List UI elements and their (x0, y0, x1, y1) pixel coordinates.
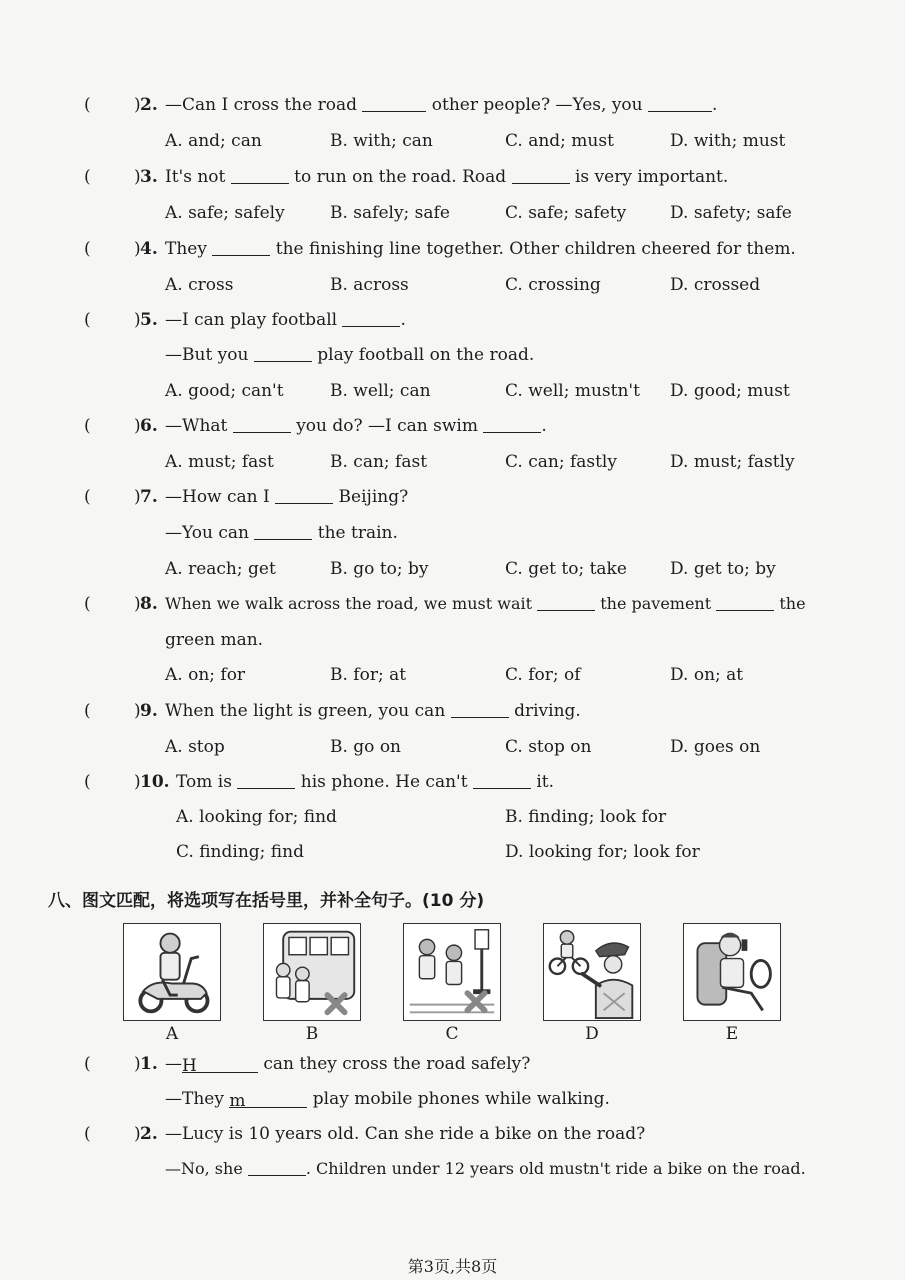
match-item-2-line-2 (0, 1159, 905, 1187)
answer-blank[interactable] (233, 416, 291, 433)
question-number: 6. (140, 416, 158, 436)
answer-blank[interactable] (237, 772, 295, 789)
page-footer: 第3页,共8页 (407, 1257, 498, 1276)
scooter-rider-icon (124, 924, 220, 1020)
question-text: —Can I cross the road other people? —Yes, you . (165, 95, 718, 115)
question-text: —I can play football . (165, 310, 406, 330)
picture-label-d: D (585, 1024, 599, 1044)
option-c[interactable]: C. finding; find (176, 842, 304, 862)
question-9: ( ) 9. When the light is green, you can driving. (84, 701, 581, 721)
option-c[interactable]: C. get to; take (505, 559, 627, 579)
option-c[interactable]: C. can; fastly (505, 452, 617, 472)
option-a[interactable]: A. safe; safely (165, 203, 285, 223)
answer-blank[interactable] (648, 95, 712, 112)
option-b[interactable]: B. can; fast (330, 452, 428, 472)
option-b[interactable]: B. well; can (330, 381, 431, 401)
children-behind-bus-icon (264, 924, 360, 1020)
match-item-2: ( ) 2. —Lucy is 10 years old. Can she ride a bike on the road? (84, 1124, 646, 1144)
question-text: When the light is green, you can driving. (165, 701, 581, 721)
option-d[interactable]: D. looking for; look for (505, 842, 700, 862)
option-d[interactable]: D. good; must (670, 381, 790, 401)
answer-blank[interactable] (212, 239, 270, 256)
option-a[interactable]: A. stop (165, 737, 225, 757)
options-row (0, 131, 905, 159)
option-b[interactable]: B. go to; by (330, 559, 429, 579)
option-d[interactable]: D. with; must (670, 131, 786, 151)
driver-phone-icon (684, 924, 780, 1020)
question-number: 4. (140, 239, 158, 259)
option-a[interactable]: A. reach; get (165, 559, 276, 579)
question-3: ( ) 3. It's not to run on the road. Road is very important. (84, 167, 729, 187)
options-row (0, 737, 905, 765)
question-text: When we walk across the road, we must wait the pavement the (165, 594, 806, 613)
option-d[interactable]: D. safety; safe (670, 203, 792, 223)
question-text: It's not to run on the road. Road is very important. (165, 167, 729, 187)
answer-blank[interactable] (362, 95, 426, 112)
option-a[interactable]: A. must; fast (165, 452, 274, 472)
options-row (0, 452, 905, 480)
question-8-line-2 (0, 630, 905, 658)
option-b[interactable]: B. finding; look for (505, 807, 667, 827)
answer-blank[interactable] (248, 1159, 306, 1176)
options-row (0, 203, 905, 231)
answer-blank[interactable] (254, 345, 312, 362)
option-c[interactable]: C. and; must (505, 131, 614, 151)
picture-e (683, 923, 781, 1021)
item-text: —No, she . Children under 12 years old mustn't ride a bike on the road. (165, 1159, 806, 1178)
answer-blank[interactable]: H (182, 1056, 258, 1073)
option-b[interactable]: B. with; can (330, 131, 433, 151)
answer-blank[interactable] (254, 523, 312, 540)
answer-blank[interactable] (512, 167, 570, 184)
question-number: 10. (140, 772, 170, 792)
option-a[interactable]: A. on; for (165, 665, 246, 685)
question-2: ( ) 2. —Can I cross the road other people? —Yes, you . (84, 95, 718, 115)
question-text: —But you play football on the road. (165, 345, 535, 365)
question-number: 7. (140, 487, 158, 507)
options-row (0, 559, 905, 587)
question-number: 9. (140, 701, 158, 721)
picture-label-b: B (305, 1024, 319, 1044)
question-5: ( ) 5. —I can play football . (84, 310, 406, 330)
question-number: 3. (140, 167, 158, 187)
phone-walking-icon (404, 924, 500, 1020)
options-row (0, 842, 905, 870)
question-8: ( ) 8. When we walk across the road, we must wait the pavement the (84, 594, 806, 614)
option-c[interactable]: C. stop on (505, 737, 592, 757)
question-text: They the finishing line together. Other children cheered for them. (165, 239, 796, 259)
question-text: —You can the train. (165, 523, 398, 543)
options-row (0, 807, 905, 835)
picture-label-a: A (165, 1024, 179, 1044)
option-a[interactable]: A. and; can (165, 131, 262, 151)
option-d[interactable]: D. crossed (670, 275, 761, 295)
option-c[interactable]: C. safe; safety (505, 203, 627, 223)
option-b[interactable]: B. across (330, 275, 409, 295)
option-d[interactable]: D. on; at (670, 665, 744, 685)
question-7-line-2 (0, 523, 905, 551)
question-10: ( ) 10. Tom is his phone. He can't it. (84, 772, 555, 792)
item-number: 2. (140, 1124, 158, 1144)
option-d[interactable]: D. must; fastly (670, 452, 795, 472)
question-text: green man. (165, 630, 264, 650)
police-bike-child-icon (544, 924, 640, 1020)
picture-c (403, 923, 501, 1021)
question-number: 2. (140, 95, 158, 115)
section-8-title: 八、图文匹配，将选项写在括号里，并补全句子。(10 分) (48, 891, 485, 911)
question-number: 5. (140, 310, 158, 330)
item-number: 1. (140, 1054, 158, 1074)
answer-blank[interactable] (537, 594, 595, 611)
picture-a (123, 923, 221, 1021)
picture-label-c: C (445, 1024, 459, 1044)
answer-blank[interactable] (716, 594, 774, 611)
options-row (0, 381, 905, 409)
question-text: —What you do? —I can swim . (165, 416, 547, 436)
answer-blank[interactable] (275, 487, 333, 504)
question-number: 8. (140, 594, 158, 614)
picture-label-e: E (725, 1024, 739, 1044)
option-b[interactable]: B. go on (330, 737, 402, 757)
answer-blank[interactable] (473, 772, 531, 789)
option-c[interactable]: C. crossing (505, 275, 601, 295)
option-a[interactable]: A. good; can't (165, 381, 284, 401)
question-7: ( ) 7. —How can I Beijing? (84, 487, 409, 507)
match-item-1: ( ) 1. —H can they cross the road safely? (84, 1054, 531, 1076)
answer-blank[interactable] (483, 416, 541, 433)
item-text: —Lucy is 10 years old. Can she ride a bike on the road? (165, 1124, 646, 1144)
options-row (0, 275, 905, 303)
option-a[interactable]: A. looking for; find (176, 807, 337, 827)
option-c[interactable]: C. well; mustn't (505, 381, 640, 401)
question-5-line-2 (0, 345, 905, 373)
match-item-1-line-2 (0, 1089, 905, 1117)
question-6: ( ) 6. —What you do? —I can swim . (84, 416, 547, 436)
question-text: Tom is his phone. He can't it. (176, 772, 555, 792)
answer-blank[interactable] (342, 310, 400, 327)
option-a[interactable]: A. cross (165, 275, 234, 295)
options-row (0, 665, 905, 693)
answer-blank[interactable]: m (229, 1091, 307, 1108)
question-4: ( ) 4. They the finishing line together. Other children cheered for them. (84, 239, 796, 259)
answer-blank[interactable] (451, 701, 509, 718)
question-text: —How can I Beijing? (165, 487, 409, 507)
picture-d (543, 923, 641, 1021)
item-text: —H can they cross the road safely? (165, 1054, 531, 1076)
option-b[interactable]: B. safely; safe (330, 203, 450, 223)
option-b[interactable]: B. for; at (330, 665, 407, 685)
option-d[interactable]: D. goes on (670, 737, 761, 757)
option-c[interactable]: C. for; of (505, 665, 581, 685)
item-text: —They m play mobile phones while walking. (165, 1089, 610, 1111)
answer-blank[interactable] (231, 167, 289, 184)
option-d[interactable]: D. get to; by (670, 559, 776, 579)
picture-b (263, 923, 361, 1021)
